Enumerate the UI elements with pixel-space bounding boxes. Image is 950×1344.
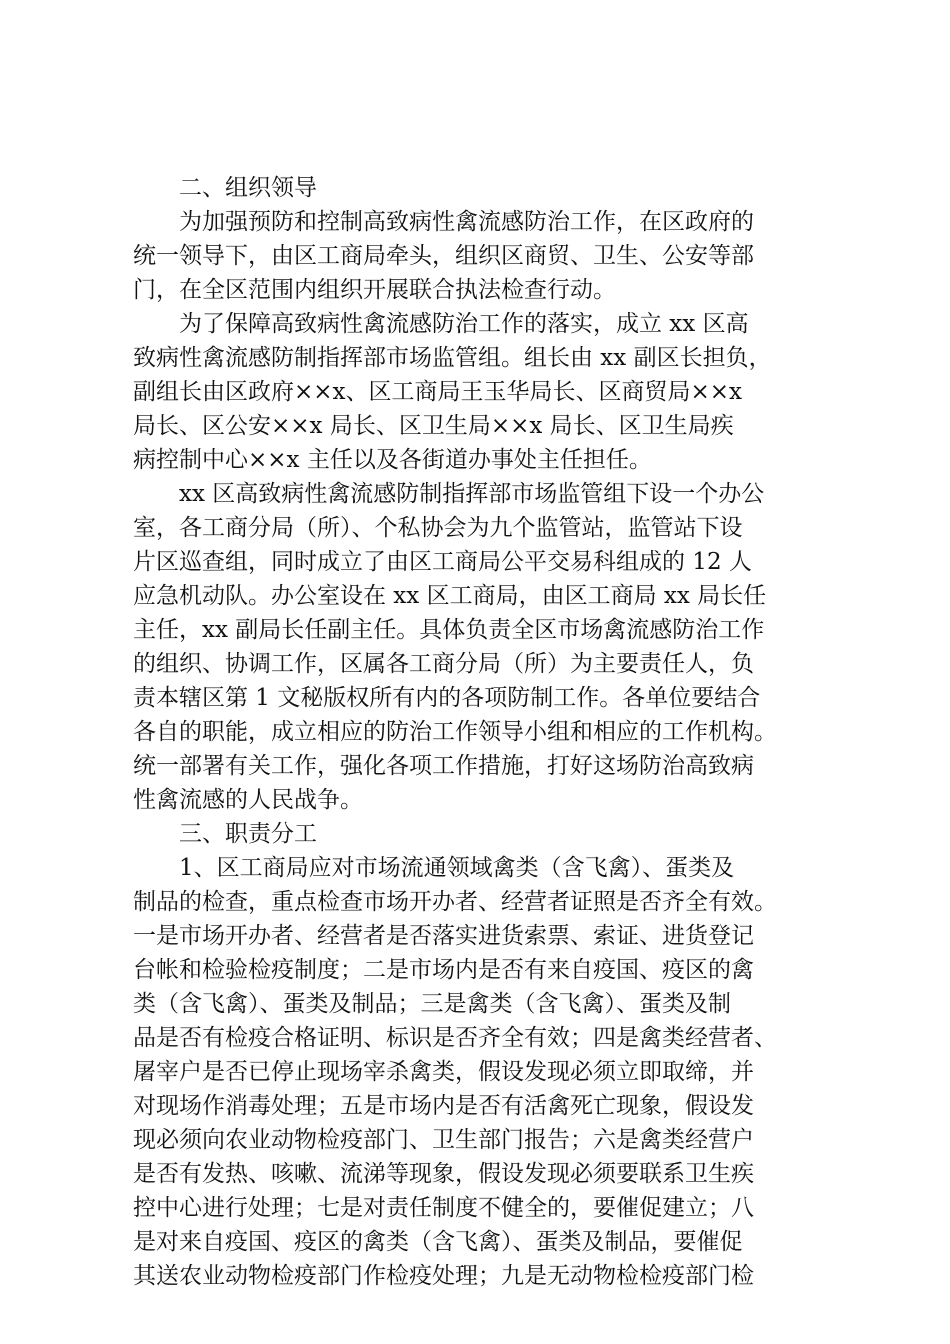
text-line: 为了保障高致病性禽流感防治工作的落实，成立 xx 区高 (179, 311, 749, 337)
text-line: 制品的检查，重点检查市场开办者、经营者证照是否齐全有效。 (133, 889, 777, 915)
text-line: 应急机动队。办公室设在 xx 区工商局，由区工商局 xx 局长任 (133, 583, 767, 609)
text-line: 屠宰户是否已停止现场宰杀禽类，假设发现必须立即取缔，并 (133, 1059, 754, 1085)
text-line: 现必须向农业动物检疫部门、卫生部门报告；六是禽类经营户 (133, 1127, 754, 1153)
document-body (133, 171, 833, 1293)
text-line: 品是否有检疫合格证明、标识是否齐全有效；四是禽类经营者、 (133, 1025, 777, 1051)
text-line: 各自的职能，成立相应的防治工作领导小组和相应的工作机构。 (133, 719, 777, 745)
text-line: 致病性禽流感防制指挥部市场监管组。组长由 xx 副区长担负， (133, 345, 772, 371)
text-line: 控中心进行处理；七是对责任制度不健全的，要催促建立；八 (133, 1195, 754, 1221)
text-line: 统一领导下，由区工商局牵头，组织区商贸、卫生、公安等部 (133, 243, 754, 269)
text-line: 是否有发热、咳嗽、流涕等现象，假设发现必须要联系卫生疾 (133, 1161, 754, 1187)
text-line: 副组长由区政府××x、区工商局王玉华局长、区商贸局××x (133, 379, 743, 405)
text-line: 的组织、协调工作，区属各工商分局（所）为主要责任人，负 (133, 651, 754, 677)
text-line: 片区巡查组，同时成立了由区工商局公平交易科组成的 12 人 (133, 549, 752, 575)
text-line: 二、组织领导 (179, 175, 317, 201)
text-line: 一是市场开办者、经营者是否落实进货索票、索证、进货登记 (133, 923, 754, 949)
text-line: 局长、区公安××x 局长、区卫生局××x 局长、区卫生局疾 (133, 413, 734, 439)
text-line: 责本辖区第 1 文秘版权所有内的各项防制工作。各单位要结合 (133, 685, 761, 711)
text-line: 室，各工商分局（所）、个私协会为九个监管站，监管站下设 (133, 515, 743, 541)
text-line: 性禽流感的人民战争。 (133, 787, 363, 813)
text-line: 对现场作消毒处理；五是市场内是否有活禽死亡现象，假设发 (133, 1093, 754, 1119)
text-line: 台帐和检验检疫制度；二是市场内是否有来自疫国、疫区的禽 (133, 957, 754, 983)
text-line: 为加强预防和控制高致病性禽流感防治工作，在区政府的 (179, 209, 754, 235)
text-line: 是对来自疫国、疫区的禽类（含飞禽）、蛋类及制品，要催促 (133, 1229, 743, 1255)
text-line: 三、职责分工 (179, 821, 317, 847)
text-line: 病控制中心××x 主任以及各街道办事处主任担任。 (133, 447, 652, 473)
text-line: 主任，xx 副局长任副主任。具体负责全区市场禽流感防治工作 (133, 617, 765, 643)
text-line: 其送农业动物检疫部门作检疫处理；九是无动物检检疫部门检 (133, 1263, 754, 1289)
text-line: 1、区工商局应对市场流通领域禽类（含飞禽）、蛋类及 (179, 855, 735, 881)
text-line: 统一部署有关工作，强化各项工作措施，打好这场防治高致病 (133, 753, 754, 779)
text-line: xx 区高致病性禽流感防制指挥部市场监管组下设一个办公 (179, 481, 765, 507)
text-line: 门，在全区范围内组织开展联合执法检查行动。 (133, 277, 616, 303)
text-line: 类（含飞禽）、蛋类及制品；三是禽类（含飞禽）、蛋类及制 (133, 991, 731, 1017)
